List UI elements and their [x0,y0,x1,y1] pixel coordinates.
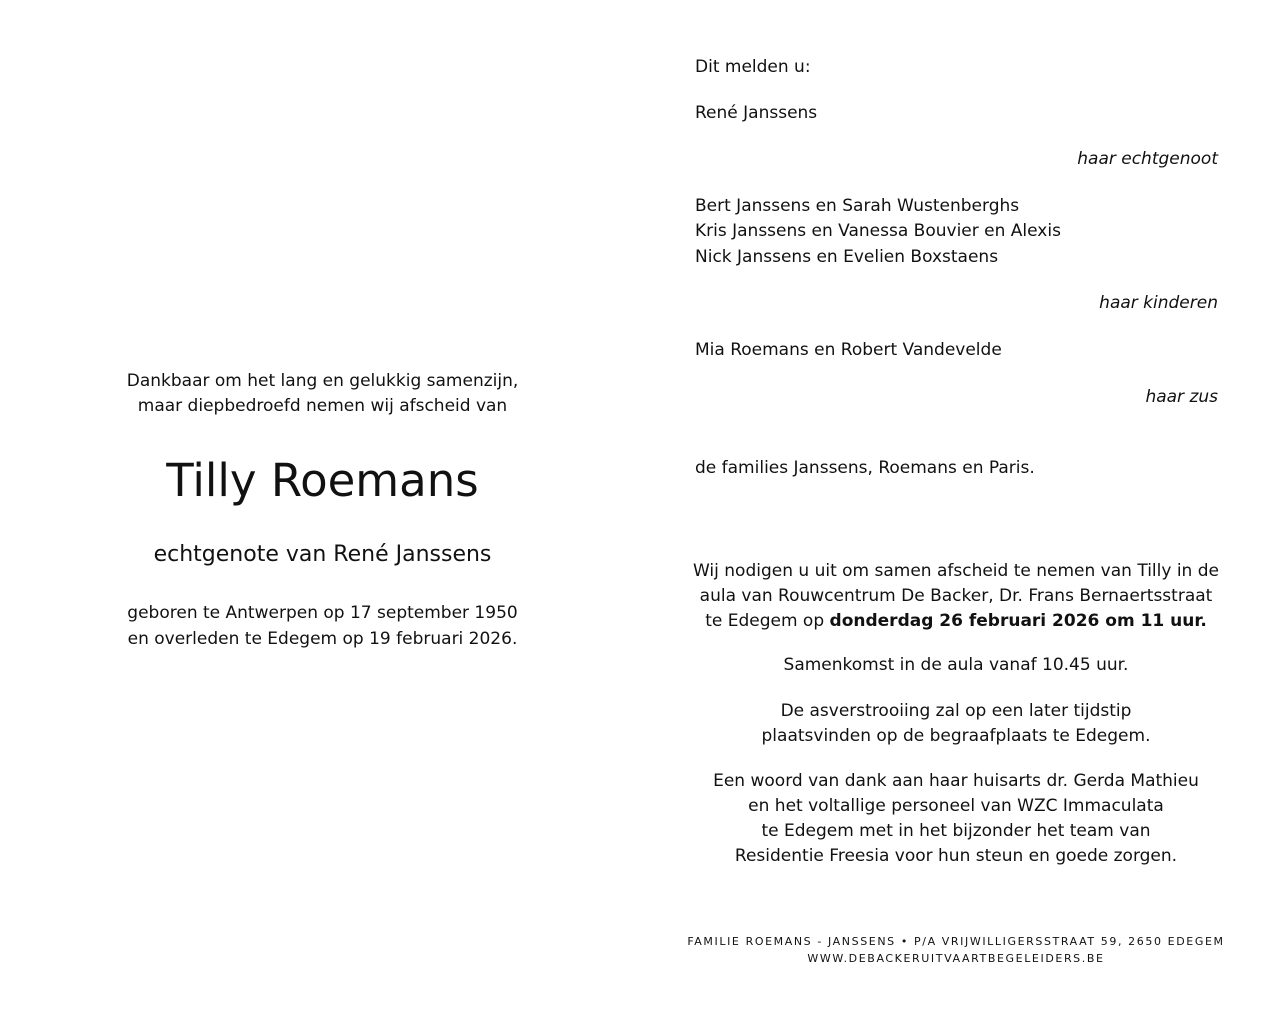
husband-name: René Janssens [695,103,818,123]
deceased-name: Tilly Roemans [166,454,479,507]
right-page [645,0,1280,1019]
intro-text [0,369,645,419]
invitation-prefix: te Edegem op [705,611,830,631]
death-line: en overleden te Edegem op 19 februari 2026. [127,629,518,649]
scattering-line: plaatsvinden op de begraafplaats te Edegem. [761,726,1151,746]
families-line: de families Janssens, Roemans en Paris. [695,458,1035,478]
children-role: haar kinderen [1099,293,1218,313]
scattering-text [681,699,1231,749]
footer [681,933,1231,967]
gathering-text: Samenkomst in de aula vanaf 10.45 uur. [783,655,1129,675]
child-line: Nick Janssens en Evelien Boxstaens [695,247,999,267]
child-line: Kris Janssens en Vanessa Bouvier en Alexis [695,221,1061,241]
intro-line: Dankbaar om het lang en gelukkig samenzijn, [126,371,519,391]
scattering-line: De asverstrooiing zal op een later tijdstip [780,701,1132,721]
thanks-line: Residentie Freesia voor hun steun en goede zorgen. [734,846,1178,866]
thanks-text [681,769,1231,869]
announce-text: Dit melden u: [695,57,811,77]
invitation-line: Wij nodigen u uit om samen afscheid te nemen van Tilly in de [692,561,1219,581]
ceremony-datetime: donderdag 26 februari 2026 om 11 uur. [829,611,1207,631]
footer-address: FAMILIE ROEMANS - JANSSENS • P/A VRIJWILLIGERSSTRAAT 59, 2650 EDEGEM [687,935,1225,948]
thanks-line: en het voltallige personeel van WZC Immaculata [748,796,1164,816]
birth-line: geboren te Antwerpen op 17 september 1950 [127,603,518,623]
child-line: Bert Janssens en Sarah Wustenberghs [695,196,1020,216]
invitation-text [681,559,1231,634]
husband-role: haar echtgenoot [1077,149,1218,169]
intro-line: maar diepbedroefd nemen wij afscheid van [137,396,508,416]
spouse-line: echtgenote van René Janssens [153,542,492,567]
footer-website: WWW.DEBACKERUITVAARTBEGELEIDERS.BE [807,952,1105,965]
invitation-line: aula van Rouwcentrum De Backer, Dr. Frans Bernaertsstraat [699,586,1213,606]
invitation-line [681,609,1231,634]
life-dates [0,600,645,652]
thanks-line: Een woord van dank aan haar huisarts dr. Gerda Mathieu [713,771,1199,791]
thanks-line: te Edegem met in het bijzonder het team van [761,821,1151,841]
sister-name: Mia Roemans en Robert Vandevelde [695,340,1002,360]
sister-role: haar zus [1145,387,1218,407]
